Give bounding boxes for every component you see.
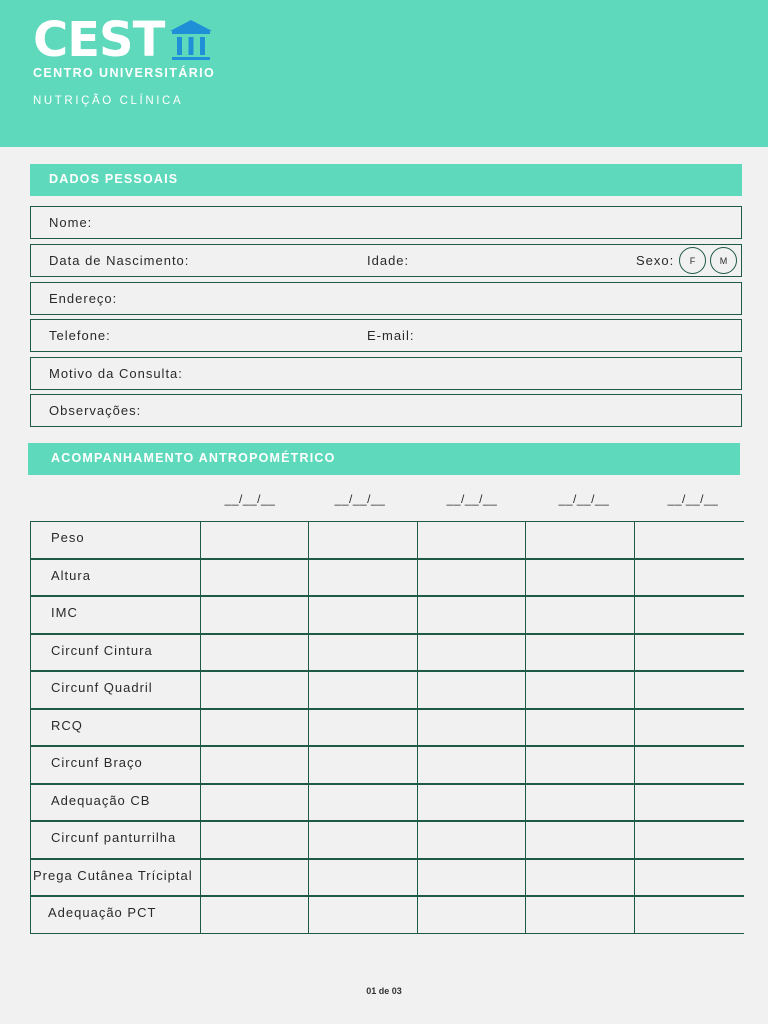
measurement-cell[interactable] [634,560,744,596]
date-header-2: __/__/__ [334,492,386,506]
measurement-cell[interactable] [200,635,308,671]
table-row [30,859,744,897]
address-label: Endereço: [49,291,118,306]
email-label: E-mail: [367,328,415,343]
table-row [30,709,744,747]
measurement-cell[interactable] [525,635,634,671]
age-label: Idade: [367,253,410,268]
cest-logo [33,12,214,68]
personal-data-title: DADOS PESSOAIS [30,164,742,196]
date-header-4: __/__/__ [558,492,610,506]
row-label: IMC [51,605,78,620]
measurement-cell[interactable] [417,560,525,596]
measurement-cell[interactable] [200,522,308,558]
measurement-cell[interactable] [634,785,744,821]
date-header-1: __/__/__ [224,492,276,506]
table-row [30,821,744,859]
row-left-border [30,860,31,896]
row-label: Circunf Quadril [51,680,153,695]
measurement-cell[interactable] [308,522,417,558]
sex-option-f[interactable]: F [679,247,706,274]
measurement-cell[interactable] [417,597,525,633]
measurement-cell[interactable] [417,635,525,671]
row-label: Altura [51,567,91,583]
measurement-cell[interactable] [525,822,634,858]
measurement-cell[interactable] [417,672,525,708]
table-row [30,896,744,934]
row-label: Adequação CB [51,792,151,808]
anthropometric-table [30,521,744,934]
measurement-cell[interactable] [525,785,634,821]
address-field[interactable] [30,282,742,315]
row-left-border [30,597,31,633]
measurement-cell[interactable] [308,897,417,933]
measurement-cell[interactable] [634,860,744,896]
measurement-cell[interactable] [634,635,744,671]
measurement-cell[interactable] [634,710,744,746]
measurement-cell[interactable] [634,522,744,558]
reason-label: Motivo da Consulta: [49,366,183,381]
header-subtitle: NUTRIÇÃO CLÍNICA [33,95,184,107]
table-row [30,784,744,822]
logo-wordmark: CEST [33,12,165,68]
measurement-cell[interactable] [634,597,744,633]
measurement-cell[interactable] [200,785,308,821]
measurement-cell[interactable] [634,897,744,933]
row-left-border [30,635,31,671]
measurement-cell[interactable] [200,710,308,746]
row-left-border [30,522,31,558]
measurement-cell[interactable] [417,860,525,896]
measurement-cell[interactable] [634,672,744,708]
row-left-border [30,785,31,821]
measurement-cell[interactable] [525,522,634,558]
notes-field[interactable] [30,394,742,427]
measurement-cell[interactable] [525,560,634,596]
measurement-cell[interactable] [200,747,308,783]
sex-label: Sexo: [636,253,675,268]
reason-field[interactable] [30,357,742,390]
date-header-3: __/__/__ [446,492,498,506]
date-header-5: __/__/__ [667,492,719,506]
birth-age-sex-row[interactable] [30,244,742,277]
measurement-cell[interactable] [308,672,417,708]
measurement-cell[interactable] [200,672,308,708]
page-header [0,0,768,147]
measurement-cell[interactable] [525,897,634,933]
row-left-border [30,897,31,933]
measurement-cell[interactable] [525,747,634,783]
measurement-cell[interactable] [525,710,634,746]
birth-label: Data de Nascimento: [49,253,190,268]
logo-subtitle: CENTRO UNIVERSITÁRIO [33,66,216,80]
row-left-border [30,710,31,746]
measurement-cell[interactable] [308,785,417,821]
measurement-cell[interactable] [200,560,308,596]
measurement-cell[interactable] [200,597,308,633]
anthropometric-title: ACOMPANHAMENTO ANTROPOMÉTRICO [28,443,740,475]
table-row [30,671,744,709]
row-label: Adequação PCT [48,905,157,920]
row-left-border [30,822,31,858]
measurement-cell[interactable] [417,822,525,858]
measurement-cell[interactable] [308,560,417,596]
row-label: Peso [51,530,85,545]
measurement-cell[interactable] [200,822,308,858]
measurement-cell[interactable] [525,860,634,896]
row-label: Circunf Cintura [51,642,153,658]
measurement-cell[interactable] [417,785,525,821]
measurement-cell[interactable] [200,860,308,896]
table-row [30,521,744,559]
measurement-cell[interactable] [308,822,417,858]
table-row [30,634,744,672]
name-field[interactable] [30,206,742,239]
phone-label: Telefone: [49,328,111,343]
phone-email-row[interactable] [30,319,742,352]
row-left-border [30,672,31,708]
row-label: Circunf panturrilha [51,830,177,845]
row-left-border [30,560,31,596]
measurement-cell[interactable] [634,747,744,783]
measurement-cell[interactable] [417,897,525,933]
sex-option-m[interactable]: M [710,247,737,274]
measurement-cell[interactable] [417,747,525,783]
measurement-cell[interactable] [200,897,308,933]
name-label: Nome: [49,215,93,230]
row-label: Prega Cutânea Tríciptal [33,867,193,883]
table-row [30,746,744,784]
notes-label: Observações: [49,403,142,418]
row-label: RCQ [51,717,83,733]
measurement-cell[interactable] [308,710,417,746]
measurement-cell[interactable] [308,860,417,896]
row-label: Circunf Braço [51,755,143,770]
measurement-cell[interactable] [525,597,634,633]
measurement-cell[interactable] [417,710,525,746]
measurement-cell[interactable] [525,672,634,708]
page-number: 01 de 03 [366,986,402,996]
measurement-cell[interactable] [308,747,417,783]
row-left-border [30,747,31,783]
table-row [30,559,744,597]
measurement-cell[interactable] [308,635,417,671]
measurement-cell[interactable] [417,522,525,558]
table-row [30,596,744,634]
measurement-cell[interactable] [308,597,417,633]
building-columns-icon [168,18,214,62]
measurement-cell[interactable] [634,822,744,858]
